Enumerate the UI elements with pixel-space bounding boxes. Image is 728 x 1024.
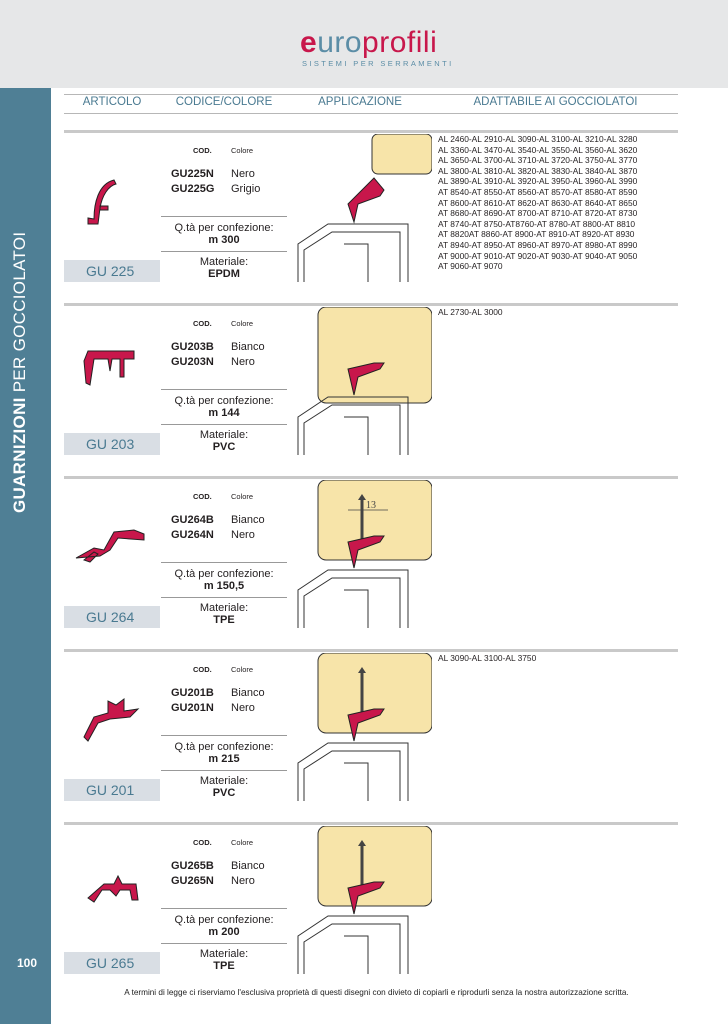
divider bbox=[161, 943, 287, 944]
product-section bbox=[64, 130, 678, 286]
application-drawing bbox=[288, 307, 432, 455]
page-header bbox=[0, 0, 728, 88]
material: Materiale: PVC bbox=[199, 429, 249, 453]
column-header-codice: CODICE/COLORE bbox=[175, 96, 273, 108]
gocciolatoio-list-line: AL 2730-AL 3000 bbox=[438, 307, 503, 317]
cod-label: COD. bbox=[193, 492, 212, 501]
divider bbox=[161, 389, 287, 390]
product-section bbox=[64, 822, 678, 978]
application-drawing bbox=[288, 480, 432, 628]
header-bottom-rule bbox=[64, 113, 678, 114]
section-rule bbox=[64, 476, 678, 479]
cod-label: COD. bbox=[193, 838, 212, 847]
gocciolatoio-list-line: AT 8940-AT 8950-AT 8960-AT 8970-AT 8980-AT 8990 bbox=[438, 239, 638, 250]
material: Materiale: TPE bbox=[199, 602, 249, 626]
divider bbox=[161, 770, 287, 771]
quantity-per-pack: Q.tà per confezione: m 200 bbox=[174, 914, 274, 938]
quantity-per-pack: Q.tà per confezione: m 300 bbox=[174, 222, 274, 246]
material: Materiale: EPDM bbox=[199, 256, 249, 280]
article-name: GU 201 bbox=[64, 779, 160, 801]
colore-label: Colore bbox=[231, 146, 254, 155]
colore-label: Colore bbox=[231, 492, 254, 501]
quantity-per-pack: Q.tà per confezione: m 215 bbox=[174, 741, 274, 765]
section-rule bbox=[64, 303, 678, 306]
gocciolatoio-list-line: AL 2460-AL 2910-AL 3090-AL 3100-AL 3210-AL 3280 bbox=[438, 134, 638, 144]
sidebar bbox=[0, 88, 51, 1024]
code-box: COD. Colore GU225N Nero GU225G Grigio bbox=[161, 134, 287, 282]
gocciolatoio-list-line: AT 8740-AT 8750-AT8760-AT 8780-AT 8800-AT 8810 bbox=[438, 218, 636, 229]
divider bbox=[161, 908, 287, 909]
svg-text:13: 13 bbox=[366, 500, 376, 511]
adaptable-gocciolatoi bbox=[438, 307, 678, 318]
product-section bbox=[64, 649, 678, 805]
divider bbox=[161, 216, 287, 217]
cod-label: COD. bbox=[193, 665, 212, 674]
gocciolatoio-list-line: AT 8600-AT 8610-AT 8620-AT 8630-AT 8640-AT 8650 bbox=[438, 197, 638, 208]
code-box: COD. Colore GU264B Bianco GU264N Nero bbox=[161, 480, 287, 628]
article-name: GU 203 bbox=[64, 433, 160, 455]
quantity-per-pack: Q.tà per confezione: m 144 bbox=[174, 395, 274, 419]
gocciolatoio-list-line: AT 8820AT 8860-AT 8900-AT 8910-AT 8920-AT 8930 bbox=[438, 229, 635, 240]
section-rule bbox=[64, 822, 678, 825]
article-name: GU 265 bbox=[64, 952, 160, 974]
quantity-per-pack: Q.tà per confezione: m 150,5 bbox=[174, 568, 274, 592]
sidebar-title: GUARNIZIONI PER GOCCIOLATOI bbox=[10, 231, 29, 513]
gocciolatoio-list-line: AT 8680-AT 8690-AT 8700-AT 8710-AT 8720-AT 8730 bbox=[438, 208, 638, 219]
divider bbox=[161, 735, 287, 736]
divider bbox=[161, 562, 287, 563]
gocciolatoio-list-line: AT 8540-AT 8550-AT 8560-AT 8570-AT 8580-AT 8590 bbox=[438, 186, 638, 197]
adaptable-gocciolatoi bbox=[438, 653, 678, 664]
column-header-applicazione: APPLICAZIONE bbox=[318, 96, 402, 108]
product-section bbox=[64, 476, 678, 632]
divider bbox=[161, 251, 287, 252]
adaptable-gocciolatoi bbox=[438, 134, 678, 272]
application-drawing bbox=[288, 826, 432, 974]
material: Materiale: TPE bbox=[199, 948, 249, 972]
column-header-adattabile: ADATTABILE AI GOCCIOLATOI bbox=[473, 96, 638, 108]
cod-label: COD. bbox=[193, 319, 212, 328]
gocciolatoio-list-line: AL 3890-AL 3910-AL 3920-AL 3950-AL 3960-AL 3990 bbox=[438, 176, 638, 187]
divider bbox=[161, 424, 287, 425]
section-rule bbox=[64, 649, 678, 652]
header-top-rule bbox=[64, 94, 678, 95]
copyright-footer: A termini di legge ci riserviamo l'esclusiva proprietà di questi disegni con divieto di copiarli e riprodurli senza la nostra autorizzazione scritta. bbox=[124, 988, 629, 997]
gocciolatoio-list-line: AL 3090-AL 3100-AL 3750 bbox=[438, 653, 537, 663]
material: Materiale: PVC bbox=[199, 775, 249, 799]
gocciolatoio-list-line: AL 3360-AL 3470-AL 3540-AL 3550-AL 3560-AL 3620 bbox=[438, 144, 638, 155]
code-box: COD. Colore GU203B Bianco GU203N Nero bbox=[161, 307, 287, 455]
europrofili-logo: europrofili bbox=[300, 26, 438, 59]
colore-label: Colore bbox=[231, 319, 254, 328]
gocciolatoio-list-line: AL 3800-AL 3810-AL 3820-AL 3830-AL 3840-AL 3870 bbox=[438, 165, 638, 176]
column-header-articolo: ARTICOLO bbox=[82, 96, 142, 108]
article-name: GU 264 bbox=[64, 606, 160, 628]
gocciolatoio-list-line: AL 3650-AL 3700-AL 3710-AL 3720-AL 3750-AL 3770 bbox=[438, 155, 638, 166]
application-drawing bbox=[288, 653, 432, 801]
divider bbox=[161, 597, 287, 598]
gocciolatoio-list-line: AT 9060-AT 9070 bbox=[438, 261, 503, 272]
article-name: GU 225 bbox=[64, 260, 160, 282]
application-drawing bbox=[288, 134, 432, 282]
colore-label: Colore bbox=[231, 665, 254, 674]
gocciolatoio-list-line: AT 9000-AT 9010-AT 9020-AT 9030-AT 9040-AT 9050 bbox=[438, 250, 638, 261]
product-section bbox=[64, 303, 678, 459]
section-rule bbox=[64, 130, 678, 133]
page-number: 100 bbox=[17, 956, 38, 970]
colore-label: Colore bbox=[231, 838, 254, 847]
code-box: COD. Colore GU265B Bianco GU265N Nero bbox=[161, 826, 287, 974]
logo-tagline: SISTEMI PER SERRAMENTI bbox=[302, 59, 454, 68]
code-box: COD. Colore GU201B Bianco GU201N Nero bbox=[161, 653, 287, 801]
cod-label: COD. bbox=[193, 146, 212, 155]
